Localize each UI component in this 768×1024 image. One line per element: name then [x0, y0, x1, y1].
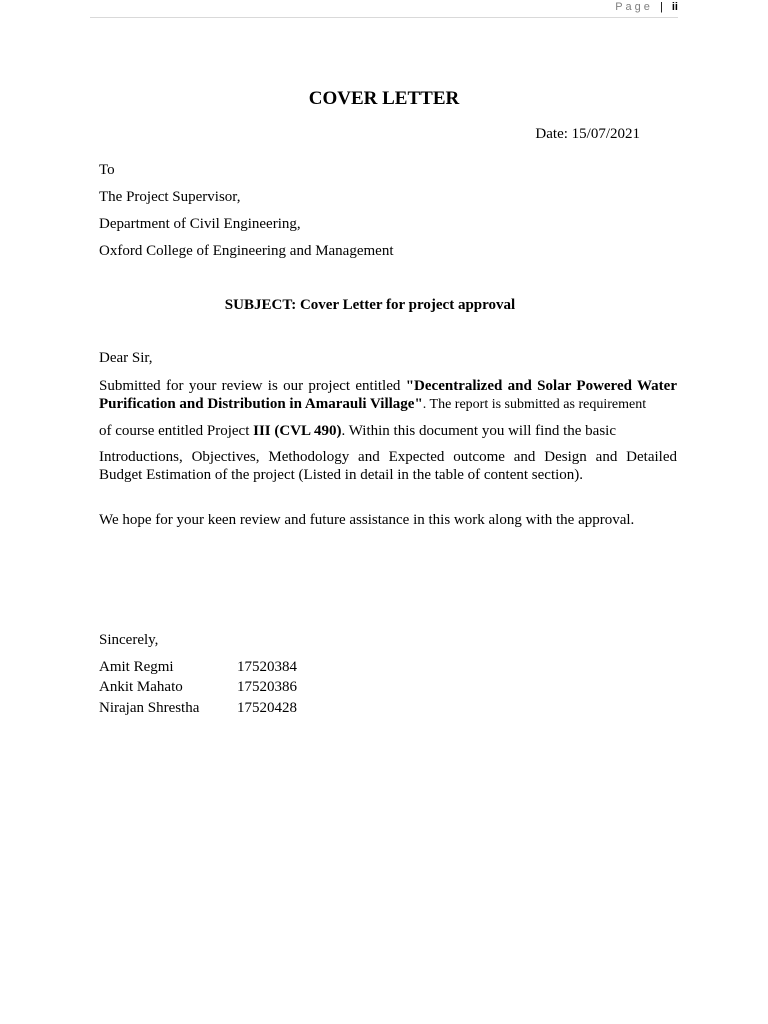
course-code: III (CVL 490)	[253, 423, 342, 439]
signatory-row	[99, 679, 297, 696]
closing: Sincerely,	[99, 632, 159, 648]
body-p2-text-start: of course entitled Project	[99, 423, 254, 439]
recipient-title: The Project Supervisor,	[99, 189, 241, 205]
letter-date: Date: 15/07/2021	[535, 126, 640, 142]
salutation: Dear Sir,	[99, 350, 153, 366]
page-header	[90, 0, 678, 18]
body-paragraph-1	[99, 377, 677, 414]
recipient-department: Department of Civil Engineering,	[99, 216, 301, 232]
recipient-to: To	[99, 162, 115, 178]
signatory-row	[99, 700, 297, 717]
project-title: "Decentralized and Solar Powered Water Purification and Distribution in Amarauli Village"	[99, 378, 677, 412]
signatory-id: 17520384	[237, 659, 297, 675]
page-number-label	[615, 1, 678, 13]
page-number: ii	[671, 1, 678, 13]
document-title: COVER LETTER	[308, 88, 460, 109]
signatory-row	[99, 659, 297, 676]
recipient-college: Oxford College of Engineering and Management	[99, 243, 394, 259]
body-paragraph-4: We hope for your keen review and future assistance in this work along with the approval.	[99, 512, 635, 528]
signatory-name: Amit Regmi	[99, 659, 174, 675]
body-p2-text-end: . Within this document you will find the basic	[341, 423, 616, 439]
signatory-id: 17520386	[237, 679, 297, 695]
signatory-name: Nirajan Shrestha	[99, 700, 200, 716]
body-p1-text-end: . The report is submitted as requirement	[422, 397, 647, 412]
signatory-id: 17520428	[237, 700, 297, 716]
body-p1-text-start: Submitted for your review is our project entitled	[99, 378, 406, 394]
letter-subject: SUBJECT: Cover Letter for project approval	[224, 297, 516, 313]
body-paragraph-3: Introductions, Objectives, Methodology and Expected outcome and Design and Detailed Budget Estimation of the project (Listed in detail in the table of content section).	[99, 449, 677, 483]
signatory-name: Ankit Mahato	[99, 679, 183, 695]
page-word: Page	[615, 1, 653, 13]
body-paragraph-2	[99, 422, 677, 440]
page-separator: |	[659, 1, 663, 13]
